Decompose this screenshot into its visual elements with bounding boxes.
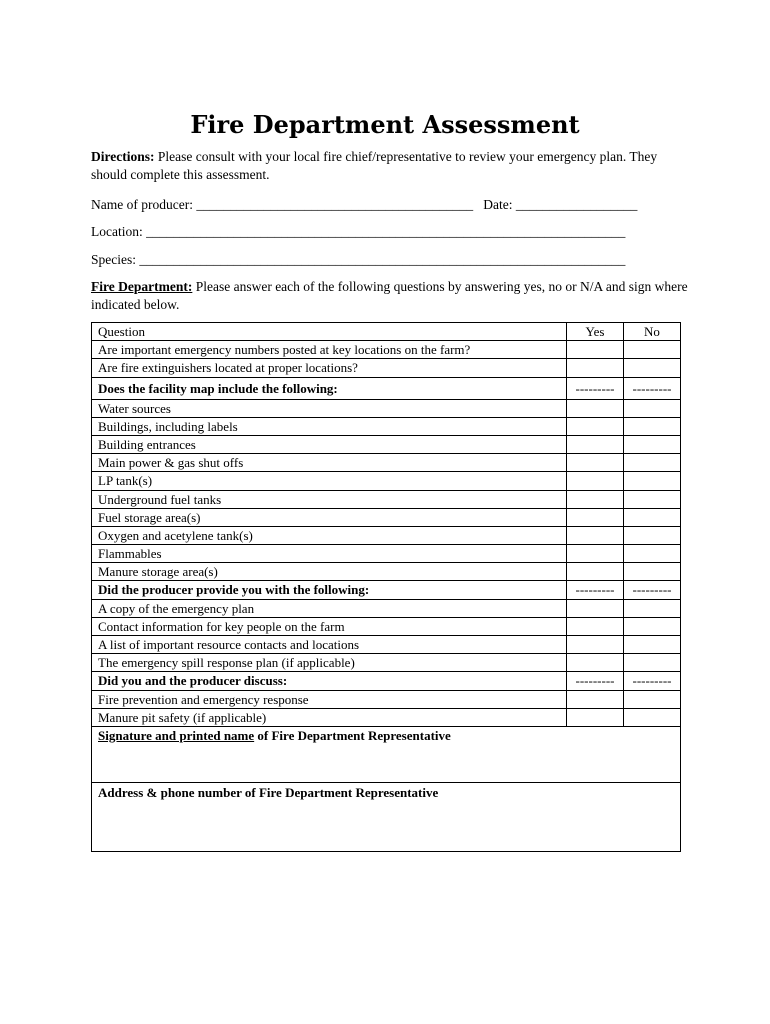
question-cell: Are fire extinguishers located at proper locations? — [92, 359, 567, 377]
no-dash-cell: --------- — [624, 581, 681, 599]
table-row — [92, 563, 681, 581]
yes-answer-cell[interactable] — [567, 399, 624, 417]
yes-answer-cell[interactable] — [567, 563, 624, 581]
table-row — [92, 359, 681, 377]
question-cell: The emergency spill response plan (if applicable) — [92, 654, 567, 672]
question-cell: A copy of the emergency plan — [92, 599, 567, 617]
table-section-row — [92, 377, 681, 399]
yes-answer-cell[interactable] — [567, 636, 624, 654]
no-answer-cell[interactable] — [624, 563, 681, 581]
table-row — [92, 526, 681, 544]
location-line — [91, 223, 625, 241]
no-answer-cell[interactable] — [624, 708, 681, 726]
producer-field[interactable]: _________________________________________ — [196, 197, 474, 212]
table-row — [92, 617, 681, 635]
yes-dash-cell: --------- — [567, 672, 624, 690]
address-row — [92, 782, 681, 851]
no-dash-cell: --------- — [624, 672, 681, 690]
no-answer-cell[interactable] — [624, 654, 681, 672]
question-cell: Underground fuel tanks — [92, 490, 567, 508]
question-cell: Are important emergency numbers posted at key locations on the farm? — [92, 341, 567, 359]
signature-label-underlined: Signature and printed name — [98, 727, 255, 743]
question-cell: Flammables — [92, 545, 567, 563]
no-answer-cell[interactable] — [624, 508, 681, 526]
producer-date-line — [91, 196, 637, 214]
yes-answer-cell[interactable] — [567, 654, 624, 672]
no-answer-cell[interactable] — [624, 341, 681, 359]
yes-answer-cell[interactable] — [567, 526, 624, 544]
date-label: Date: — [483, 197, 516, 212]
yes-answer-cell[interactable] — [567, 341, 624, 359]
no-answer-cell[interactable] — [624, 417, 681, 435]
location-label: Location: — [91, 224, 147, 239]
question-cell: Oxygen and acetylene tank(s) — [92, 526, 567, 544]
section-question-cell: Did you and the producer discuss: — [92, 672, 567, 690]
question-cell: Buildings, including labels — [92, 417, 567, 435]
table-row — [92, 490, 681, 508]
location-field[interactable]: _______________________________________________________________________ — [146, 224, 626, 239]
no-answer-cell[interactable] — [624, 599, 681, 617]
table-row — [92, 545, 681, 563]
question-cell: A list of important resource contacts and locations — [92, 636, 567, 654]
producer-label: Name of producer: — [91, 197, 197, 212]
question-cell: Building entrances — [92, 435, 567, 453]
table-row — [92, 417, 681, 435]
species-label: Species: — [91, 252, 140, 267]
section-question-cell: Does the facility map include the following: — [92, 377, 567, 399]
no-header: No — [624, 323, 681, 341]
species-line — [91, 251, 625, 269]
no-answer-cell[interactable] — [624, 636, 681, 654]
yes-header: Yes — [567, 323, 624, 341]
no-answer-cell[interactable] — [624, 454, 681, 472]
yes-dash-cell: --------- — [567, 581, 624, 599]
table-row — [92, 472, 681, 490]
yes-answer-cell[interactable] — [567, 435, 624, 453]
page-title: Fire Department Assessment — [190, 110, 580, 139]
table-row — [92, 435, 681, 453]
signature-row — [92, 726, 681, 782]
fire-department-label: Fire Department: — [91, 279, 193, 294]
table-row — [92, 341, 681, 359]
question-cell: LP tank(s) — [92, 472, 567, 490]
species-field[interactable]: ________________________________________________________________________ — [139, 252, 626, 267]
table-section-row — [92, 581, 681, 599]
yes-answer-cell[interactable] — [567, 472, 624, 490]
question-cell: Main power & gas shut offs — [92, 454, 567, 472]
table-header-row — [92, 323, 681, 341]
table-row — [92, 654, 681, 672]
table-row — [92, 599, 681, 617]
question-cell: Manure storage area(s) — [92, 563, 567, 581]
no-answer-cell[interactable] — [624, 526, 681, 544]
section-question-cell: Did the producer provide you with the following: — [92, 581, 567, 599]
question-cell: Manure pit safety (if applicable) — [92, 708, 567, 726]
no-answer-cell[interactable] — [624, 490, 681, 508]
directions-label: Directions: — [91, 149, 155, 164]
yes-answer-cell[interactable] — [567, 690, 624, 708]
yes-answer-cell[interactable] — [567, 545, 624, 563]
fire-department-instructions — [91, 278, 691, 314]
no-answer-cell[interactable] — [624, 399, 681, 417]
question-cell: Fire prevention and emergency response — [92, 690, 567, 708]
yes-answer-cell[interactable] — [567, 617, 624, 635]
yes-answer-cell[interactable] — [567, 417, 624, 435]
yes-answer-cell[interactable] — [567, 599, 624, 617]
no-answer-cell[interactable] — [624, 545, 681, 563]
question-cell: Water sources — [92, 399, 567, 417]
address-cell[interactable] — [92, 782, 681, 851]
no-answer-cell[interactable] — [624, 472, 681, 490]
table-row — [92, 690, 681, 708]
question-cell: Fuel storage area(s) — [92, 508, 567, 526]
no-answer-cell[interactable] — [624, 690, 681, 708]
yes-answer-cell[interactable] — [567, 708, 624, 726]
directions-text: Please consult with your local fire chief/representative to review your emergency plan. They should complete this assessment. — [91, 149, 658, 182]
table-section-row — [92, 672, 681, 690]
yes-dash-cell: --------- — [567, 377, 624, 399]
table-row — [92, 454, 681, 472]
signature-cell[interactable] — [92, 726, 681, 782]
directions-paragraph — [91, 148, 691, 184]
no-answer-cell[interactable] — [624, 617, 681, 635]
address-label: Address & phone number of Fire Department Representative — [98, 784, 439, 800]
yes-answer-cell[interactable] — [567, 359, 624, 377]
yes-answer-cell[interactable] — [567, 508, 624, 526]
signature-label-rest: of Fire Department Representative — [254, 727, 451, 743]
assessment-table — [91, 322, 681, 852]
question-header: Question — [92, 323, 567, 341]
table-row — [92, 399, 681, 417]
fire-department-text: Please answer each of the following questions by answering yes, no or N/A and sign where indicated below. — [91, 279, 688, 312]
table-row — [92, 636, 681, 654]
no-answer-cell[interactable] — [624, 359, 681, 377]
yes-answer-cell[interactable] — [567, 454, 624, 472]
table-row — [92, 708, 681, 726]
question-cell: Contact information for key people on the farm — [92, 617, 567, 635]
date-field[interactable]: __________________ — [515, 197, 638, 212]
table-row — [92, 508, 681, 526]
no-dash-cell: --------- — [624, 377, 681, 399]
no-answer-cell[interactable] — [624, 435, 681, 453]
yes-answer-cell[interactable] — [567, 490, 624, 508]
